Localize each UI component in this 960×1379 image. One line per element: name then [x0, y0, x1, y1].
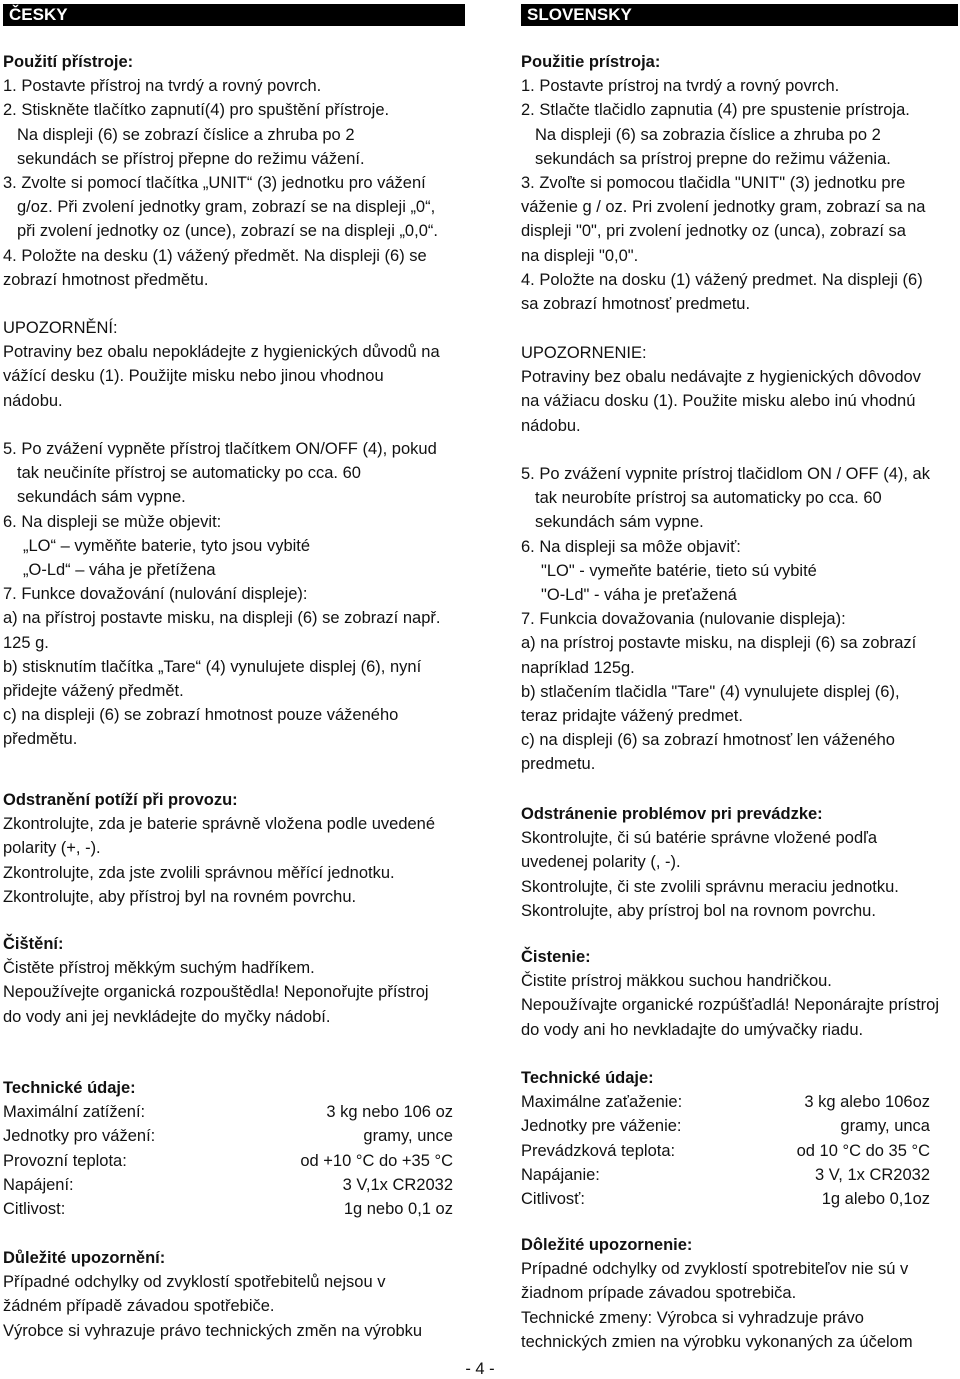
spec-value: 3 V,1x CR2032 — [342, 1175, 453, 1194]
troubleshooting-section — [3, 788, 465, 909]
text-line: 3. Zvolte si pomocí tlačítka „UNIT“ (3) jednotku pro vážení — [3, 173, 426, 192]
text-line: Čistěte přístroj měkkým suchým hadříkem. — [3, 959, 315, 978]
text-line: nádobu. — [3, 391, 63, 410]
cleaning-section — [521, 945, 958, 1042]
spec-label: Jednotky pro vážení: — [3, 1127, 156, 1146]
text-line: a) na prístroj postavte misku, na displeji (6) sa zobrazí — [521, 634, 917, 653]
spec-value: 3 kg nebo 106 oz — [326, 1103, 453, 1122]
tech-specs-section — [521, 1066, 958, 1211]
text-line: Zkontrolujte, zda jste zvolili správnou měřící jednotku. — [3, 863, 395, 882]
text-line: 2. Stiskněte tlačítko zapnutí(4) pro spuštění přístroje. — [3, 101, 390, 120]
spec-label: Provozní teplota: — [3, 1151, 127, 1170]
text-line: 1. Postavte prístroj na tvrdý a rovný povrch. — [521, 77, 840, 96]
text-line: c) na displeji (6) sa zobrazí hmotnosť len váženého — [521, 731, 895, 750]
tech-specs-section — [3, 1076, 465, 1221]
text-line: c) na displeji (6) se zobrazí hmotnost pouze váženého — [3, 706, 399, 725]
warning-section — [521, 341, 958, 438]
text-line: žádném případě závadou spotřebiče. — [3, 1297, 275, 1316]
spec-label: Citlivosť: — [521, 1189, 585, 1208]
text-line: na displeji "0,0". — [521, 246, 639, 265]
text-line: polarity (+, -). — [3, 839, 101, 858]
warning-section — [3, 316, 465, 413]
spec-row — [521, 1187, 958, 1211]
text-line: Nepoužívajte organické rozpúšťadlá! Neponárajte prístroj — [521, 996, 940, 1015]
tech-specs-title: Technické údaje: — [521, 1069, 654, 1087]
spec-label: Jednotky pre váženie: — [521, 1117, 682, 1136]
spec-value: 1g alebo 0,1oz — [821, 1189, 930, 1208]
text-line: sekundách sám vypne. — [17, 488, 186, 507]
text-line: 5. Po zvážení vypnite prístroj tlačidlom ON / OFF (4), ak — [521, 465, 930, 483]
text-line: přidejte vážený předmět. — [3, 681, 184, 700]
important-notice-section — [521, 1233, 958, 1354]
text-line: 125 g. — [3, 633, 49, 652]
text-line: Skontrolujte, či ste zvolili správnu meraciu jednotku. — [521, 877, 899, 896]
text-line: 6. Na displeji sa môže objaviť: — [521, 537, 741, 556]
spec-value: od 10 °C do 35 °C — [796, 1141, 930, 1160]
text-line: 7. Funkcia dovažovania (nulovanie displeja): — [521, 610, 846, 629]
text-line: predmetu. — [521, 755, 596, 774]
text-line: nádobu. — [521, 416, 581, 435]
spec-row — [3, 1124, 465, 1148]
troubleshooting-title: Odstránenie problémov pri prevádzke: — [521, 805, 823, 823]
text-line: zobrazí hmotnost předmětu. — [3, 270, 209, 289]
spec-row — [521, 1090, 958, 1114]
text-line: b) stlačením tlačidla "Tare" (4) vynulujete displej (6), — [521, 682, 900, 701]
text-line: "O-Ld" - váha je preťažená — [541, 585, 737, 604]
text-line: uvedenej polarity (, -). — [521, 853, 681, 872]
spec-value: gramy, unce — [363, 1127, 453, 1146]
spec-label: Prevádzková teplota: — [521, 1141, 676, 1160]
important-notice-title: Důležité upozornění: — [3, 1249, 166, 1267]
text-line: teraz pridajte vážený predmet. — [521, 706, 743, 725]
text-line: „O-Ld“ – váha je přetížena — [23, 560, 216, 579]
steps-section — [3, 437, 465, 751]
text-line: g/oz. Při zvolení jednotky gram, zobrazí se na displeji „0“, — [17, 198, 436, 217]
spec-value: gramy, unca — [840, 1117, 930, 1136]
text-line: tak neurobíte prístroj sa automaticky po cca. 60 — [535, 489, 882, 508]
important-notice-section — [3, 1246, 465, 1343]
spec-row — [521, 1139, 958, 1163]
text-line: žiadnom prípade závadou spotrebiča. — [521, 1284, 797, 1303]
spec-value: od +10 °C do +35 °C — [300, 1151, 453, 1170]
text-line: 1. Postavte přístroj na tvrdý a rovný povrch. — [3, 77, 322, 96]
text-line: Technické zmeny: Výrobca si vyhradzuje právo — [521, 1308, 864, 1327]
text-line: do vody ani ho nevkladajte do umývačky riadu. — [521, 1020, 864, 1039]
spec-row — [521, 1114, 958, 1138]
text-line: Na displeji (6) sa zobrazia číslice a zhruba po 2 — [535, 125, 881, 144]
text-line: při zvolení jednotky oz (unce), zobrazí se na displeji „0,0“. — [17, 222, 438, 241]
troubleshooting-title: Odstranění potíží při provozu: — [3, 791, 238, 809]
text-line: Skontrolujte, aby prístroj bol na rovnom povrchu. — [521, 901, 876, 920]
usage-title: Použití přístroje: — [3, 53, 134, 71]
usage-title: Použitie prístroja: — [521, 53, 661, 71]
text-line: tak neučiníte přístroj se automaticky po cca. 60 — [17, 464, 361, 483]
text-line: „LO“ – vyměňte baterie, tyto jsou vybité — [23, 536, 311, 555]
text-line: b) stisknutím tlačítka „Tare“ (4) vynulujete displej (6), nyní — [3, 657, 422, 676]
troubleshooting-section — [521, 802, 958, 923]
text-line: 5. Po zvážení vypněte přístroj tlačítkem ON/OFF (4), pokud — [3, 440, 437, 458]
spec-row — [3, 1197, 465, 1221]
warning-title: UPOZORNENIE: — [521, 344, 647, 362]
text-line: 6. Na displeji se mùže objevit: — [3, 512, 222, 531]
text-line: displeji "0", pri zvolení jednotky oz (unca), zobrazí sa — [521, 222, 906, 241]
text-line: Skontrolujte, či sú batérie správne vložené podľa — [521, 829, 878, 848]
text-line: sekundách se přístroj přepne do režimu vážení. — [17, 149, 365, 168]
spec-row — [3, 1149, 465, 1173]
section-header-slovak: SLOVENSKY — [521, 4, 958, 26]
text-line: Případné odchylky od zvyklostí spotřebitelů nejsou v — [3, 1273, 386, 1292]
warning-title: UPOZORNĚNÍ: — [3, 319, 118, 337]
text-line: Zkontrolujte, aby přístroj byl na rovném povrchu. — [3, 887, 357, 906]
page-number: - 4 - — [465, 1360, 495, 1378]
spec-label: Napájanie: — [521, 1165, 600, 1184]
text-line: a) na přístroj postavte misku, na displeji (6) se zobrazí např. — [3, 609, 441, 628]
text-line: Na displeji (6) se zobrazí číslice a zhruba po 2 — [17, 125, 355, 144]
cleaning-section — [3, 932, 465, 1029]
spec-row — [521, 1163, 958, 1187]
spec-label: Citlivost: — [3, 1199, 66, 1218]
text-line: Prípadné odchylky od zvyklostí spotrebiteľov nie sú v — [521, 1260, 909, 1279]
cleaning-title: Čištění: — [3, 935, 64, 953]
spec-label: Napájení: — [3, 1175, 74, 1194]
text-line: 4. Položte na dosku (1) vážený predmet. Na displeji (6) — [521, 270, 923, 289]
text-line: Potraviny bez obalu nepokládejte z hygienických důvodů na — [3, 343, 440, 362]
text-line: 4. Položte na desku (1) vážený předmět. Na displeji (6) se — [3, 246, 427, 265]
spec-label: Maximálne zaťaženie: — [521, 1093, 683, 1112]
text-line: předmětu. — [3, 730, 78, 749]
text-line: Výrobce si vyhrazuje právo technických změn na výrobku — [3, 1321, 423, 1340]
text-line: 2. Stlačte tlačidlo zapnutia (4) pre spustenie prístroja. — [521, 101, 910, 120]
text-line: váženie g / oz. Pri zvolení jednotky gram, zobrazí sa na — [521, 198, 926, 217]
section-header-czech: ČESKY — [3, 4, 465, 26]
text-line: sa zobrazí hmotnosť predmetu. — [521, 294, 751, 313]
text-line: do vody ani jej nevkládejte do myčky nádobí. — [3, 1007, 331, 1026]
text-line: napríklad 125g. — [521, 658, 635, 677]
text-line: "LO" - vymeňte batérie, tieto sú vybité — [541, 561, 817, 580]
text-line: vážící desku (1). Použijte misku nebo jinou vhodnou — [3, 367, 384, 386]
text-line: Zkontrolujte, zda je baterie správně vložena podle uvedené — [3, 815, 436, 834]
spec-value: 1g nebo 0,1 oz — [343, 1199, 453, 1218]
steps-section — [521, 462, 958, 776]
usage-section — [3, 50, 465, 292]
text-line: sekundách sám vypne. — [535, 513, 704, 532]
spec-value: 3 kg alebo 106oz — [804, 1093, 930, 1112]
spec-label: Maximální zatížení: — [3, 1103, 146, 1122]
cleaning-title: Čistenie: — [521, 948, 591, 966]
spec-row — [3, 1173, 465, 1197]
tech-specs-title: Technické údaje: — [3, 1079, 136, 1097]
text-line: na vážiacu dosku (1). Použite misku alebo inú vhodnú — [521, 392, 916, 411]
usage-section — [521, 50, 958, 316]
spec-value: 3 V, 1x CR2032 — [815, 1165, 930, 1184]
text-line: 3. Zvoľte si pomocou tlačidla "UNIT" (3) jednotku pre — [521, 173, 906, 192]
important-notice-title: Dôležité upozornenie: — [521, 1236, 693, 1254]
text-line: 7. Funkce dovažování (nulování displeje): — [3, 585, 308, 604]
text-line: Potraviny bez obalu nedávajte z hygienických dôvodov — [521, 368, 921, 387]
text-line: sekundách sa prístroj prepne do režimu váženia. — [535, 149, 891, 168]
text-line: Čistite prístroj mäkkou suchou handričkou. — [521, 972, 832, 991]
spec-row — [3, 1100, 465, 1124]
text-line: technických zmien na výrobku vykonaných za účelom — [521, 1332, 913, 1351]
text-line: Nepoužívejte organická rozpouštědla! Neponořujte přístroj — [3, 983, 429, 1002]
